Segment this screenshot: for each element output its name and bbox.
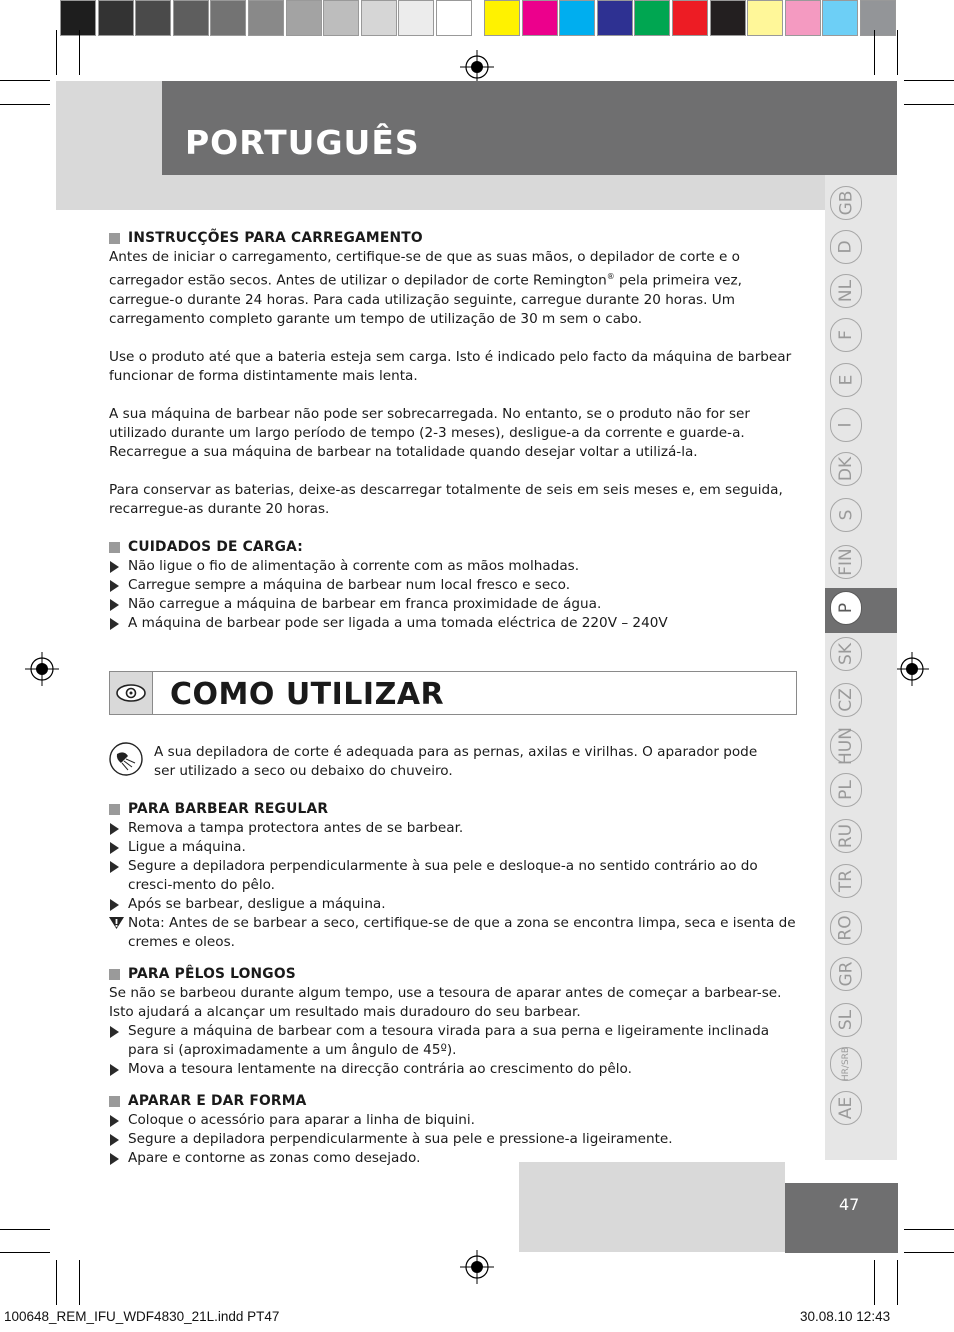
paragraph-text: pela primeira vez, carregue-o durante 24 horas. Para cada utilização seguinte, carregue durante 20 horas. Um carregamento completo garante um tempo de utilização de 30 m sem o cabo. (109, 272, 742, 327)
crop-mark (904, 1229, 954, 1230)
long-hair-section (109, 965, 799, 1079)
color-swatch (597, 0, 633, 36)
color-swatch (747, 0, 783, 36)
language-tab-hun[interactable] (830, 729, 862, 763)
list-item: A máquina de barbear pode ser ligada a uma tomada eléctrica de 220V – 240V (109, 614, 799, 633)
color-swatch (210, 0, 246, 36)
list-item: Apare e contorne as zonas como desejado. (109, 1149, 799, 1168)
list-item: Após se barbear, desligue a máquina. (109, 895, 799, 914)
language-tab-label: GR (836, 961, 856, 987)
language-tab-cz[interactable] (830, 683, 862, 717)
crop-mark (0, 80, 50, 81)
color-swatch (522, 0, 558, 36)
shower-icon (108, 741, 144, 777)
section-title: COMO UTILIZAR (170, 677, 445, 712)
list-item: Mova a tesoura lentamente na direcção contrária ao crescimento do pêlo. (109, 1060, 799, 1079)
crop-mark (0, 1252, 50, 1253)
language-tab-label: RU (835, 823, 856, 849)
language-tab-gb[interactable] (830, 186, 862, 220)
color-swatch (173, 0, 209, 36)
intro-text: A sua depiladora de corte é adequada para as pernas, axilas e virilhas. O aparador pode ser utilizado a seco ou debaixo do chuveiro. (154, 744, 758, 779)
language-tab-label: HUN (836, 727, 857, 765)
registration-mark-icon (895, 652, 929, 686)
color-swatch (398, 0, 434, 36)
warning-icon (109, 916, 124, 930)
registration-mark-icon (460, 50, 494, 84)
color-swatch (135, 0, 171, 36)
color-swatch (361, 0, 397, 36)
list-item: Carregue sempre a máquina de barbear num local fresco e seco. (109, 576, 799, 595)
color-swatch (860, 0, 896, 36)
paragraph (109, 248, 799, 329)
crop-mark (56, 1260, 57, 1305)
language-tab-label: I (835, 422, 856, 428)
registration-mark-icon (460, 1250, 494, 1284)
language-tab-nl[interactable] (830, 274, 862, 308)
section-heading: PARA BARBEAR REGULAR (109, 800, 799, 819)
registered-mark: ® (606, 272, 615, 281)
language-tab-label: DK (836, 456, 856, 482)
section-heading: CUIDADOS DE CARGA: (109, 538, 799, 557)
language-tab-e[interactable] (830, 363, 862, 397)
crop-mark (897, 30, 898, 75)
color-swatch (785, 0, 821, 36)
color-swatch (634, 0, 670, 36)
language-tab-label: F (836, 330, 856, 340)
section-heading: APARAR E DAR FORMA (109, 1092, 799, 1111)
crop-mark (56, 30, 57, 75)
language-tab-label: HR/SRB (841, 1046, 852, 1082)
color-swatch (559, 0, 595, 36)
language-tab-label: S (835, 509, 856, 521)
crop-mark (79, 30, 80, 75)
registration-mark-icon (25, 652, 59, 686)
crop-mark (897, 1260, 898, 1305)
language-tab-label: CZ (836, 688, 856, 712)
language-tab-ro[interactable] (830, 911, 862, 945)
regular-section (109, 800, 799, 952)
charging-section (109, 229, 799, 519)
footer-date: 30.08.10 12:43 (800, 1309, 891, 1324)
language-tab-s[interactable] (830, 498, 862, 532)
color-swatch (248, 0, 284, 36)
color-swatch (286, 0, 322, 36)
crop-mark (874, 30, 875, 75)
list-item: Segure a depiladora perpendicularmente à sua pele e desloque-a no sentido contrário ao do cresci-mento do pêlo. (109, 857, 799, 895)
eye-icon-box (110, 672, 153, 714)
paragraph: A sua máquina de barbear não pode ser sobrecarregada. No entanto, se o produto não for ser utilizado durante um largo período de tempo (2-3 meses), desligue-a da corrente e guarde-a. Recarregue a sua máquina de barbear na totalidade quando desejar voltar a utilizá-la. (109, 405, 751, 460)
language-tab-dk[interactable] (830, 452, 862, 486)
grey-swatch-bar (60, 0, 474, 38)
list-item: Não carregue a máquina de barbear em franca proximidade de água. (109, 595, 799, 614)
language-tab-label: SK (835, 643, 856, 665)
header-grey-band (56, 81, 162, 210)
language-tab-tr[interactable] (830, 864, 862, 898)
crop-mark (0, 104, 50, 105)
paragraph: Se não se barbeou durante algum tempo, use a tesoura de aparar antes de começar a barbear-se. Isto ajudará a alcançar um resultado mais duradouro do seu barbear. (109, 985, 782, 1020)
page-number-box (785, 1183, 898, 1253)
color-swatch (436, 0, 472, 36)
footer-grey-band (519, 1162, 785, 1252)
color-swatch (822, 0, 858, 36)
crop-mark (874, 1260, 875, 1305)
page-number: 47 (839, 1195, 860, 1214)
language-tab-label: TR (835, 869, 856, 893)
list-item: Não ligue o fio de alimentação à corrente com as mãos molhadas. (109, 557, 799, 576)
section-heading: PARA PÊLOS LONGOS (109, 965, 799, 984)
language-tab-label: AE (836, 1096, 856, 1120)
list-item: Segure a depiladora perpendicularmente à sua pele e pressione-a ligeiramente. (109, 1130, 799, 1149)
page-title: PORTUGUÊS (185, 123, 420, 162)
language-tab-label: P (835, 602, 856, 614)
language-tab-d[interactable] (830, 230, 862, 264)
crop-mark (904, 80, 954, 81)
language-tab-hr-srb[interactable] (830, 1047, 862, 1081)
section-heading: INSTRUCÇÕES PARA CARREGAMENTO (109, 229, 799, 248)
color-swatch-bar (484, 0, 898, 38)
color-swatch (672, 0, 708, 36)
note-text: Nota: Antes de se barbear a seco, certifique-se de que a zona se encontra limpa, seca e isenta de cremes e oleos. (128, 915, 796, 950)
language-tab-i[interactable] (830, 408, 862, 442)
language-tab-label: FIN (835, 548, 856, 576)
language-tab-p[interactable] (830, 591, 862, 625)
list-item: Ligue a máquina. (109, 838, 799, 857)
color-swatch (484, 0, 520, 36)
language-tab-fin[interactable] (830, 545, 862, 579)
language-tab-label: SL (835, 1009, 856, 1031)
crop-mark (904, 104, 954, 105)
list-item: Coloque o acessório para aparar a linha de biquini. (109, 1111, 799, 1130)
crop-mark (904, 1252, 954, 1253)
footer-file: 100648_REM_IFU_WDF4830_21L.indd PT47 (4, 1309, 280, 1324)
eye-icon (110, 672, 152, 714)
language-tab-ru[interactable] (830, 819, 862, 853)
care-section (109, 538, 799, 633)
language-tab-label: PL (835, 780, 856, 800)
language-tab-label: NL (835, 279, 856, 303)
color-swatch (60, 0, 96, 36)
paragraph-text: Antes de iniciar o carregamento, certifique-se de que as suas mãos, o depilador de corte e o carregador estão secos. Antes de utilizar o depilador de corte Remington (109, 249, 741, 289)
language-tab-f[interactable] (830, 318, 862, 352)
trim-section (109, 1092, 799, 1168)
crop-mark (79, 1260, 80, 1305)
color-swatch (323, 0, 359, 36)
language-tab-label: E (836, 374, 856, 386)
paragraph: Use o produto até que a bateria esteja sem carga. Isto é indicado pelo facto da máquina de barbear funcionar de forma distintamente mais lenta. (109, 348, 792, 384)
language-tab-label: D (836, 240, 856, 254)
list-item: Remova a tampa protectora antes de se barbear. (109, 819, 799, 838)
language-tab-pl[interactable] (830, 773, 862, 807)
language-tab-sk[interactable] (830, 637, 862, 671)
paragraph: Para conservar as baterias, deixe-as descarregar totalmente de seis em seis meses e, em seguida, recarregue-as durante 20 horas. (109, 481, 783, 517)
language-tab-sl[interactable] (830, 1003, 862, 1037)
crop-mark (0, 1229, 50, 1230)
language-tab-ae[interactable] (830, 1091, 862, 1125)
color-swatch (98, 0, 134, 36)
language-tab-gr[interactable] (830, 957, 862, 991)
language-tab-label: GB (836, 190, 856, 216)
language-tab-label: RO (835, 915, 856, 941)
list-item: Segure a máquina de barbear com a tesoura virada para a sua perna e ligeiramente inclinada para si (aproximadamente a um ângulo de 45º). (109, 1022, 799, 1060)
header-grey-band (162, 175, 825, 210)
note (109, 914, 799, 952)
color-swatch (710, 0, 746, 36)
